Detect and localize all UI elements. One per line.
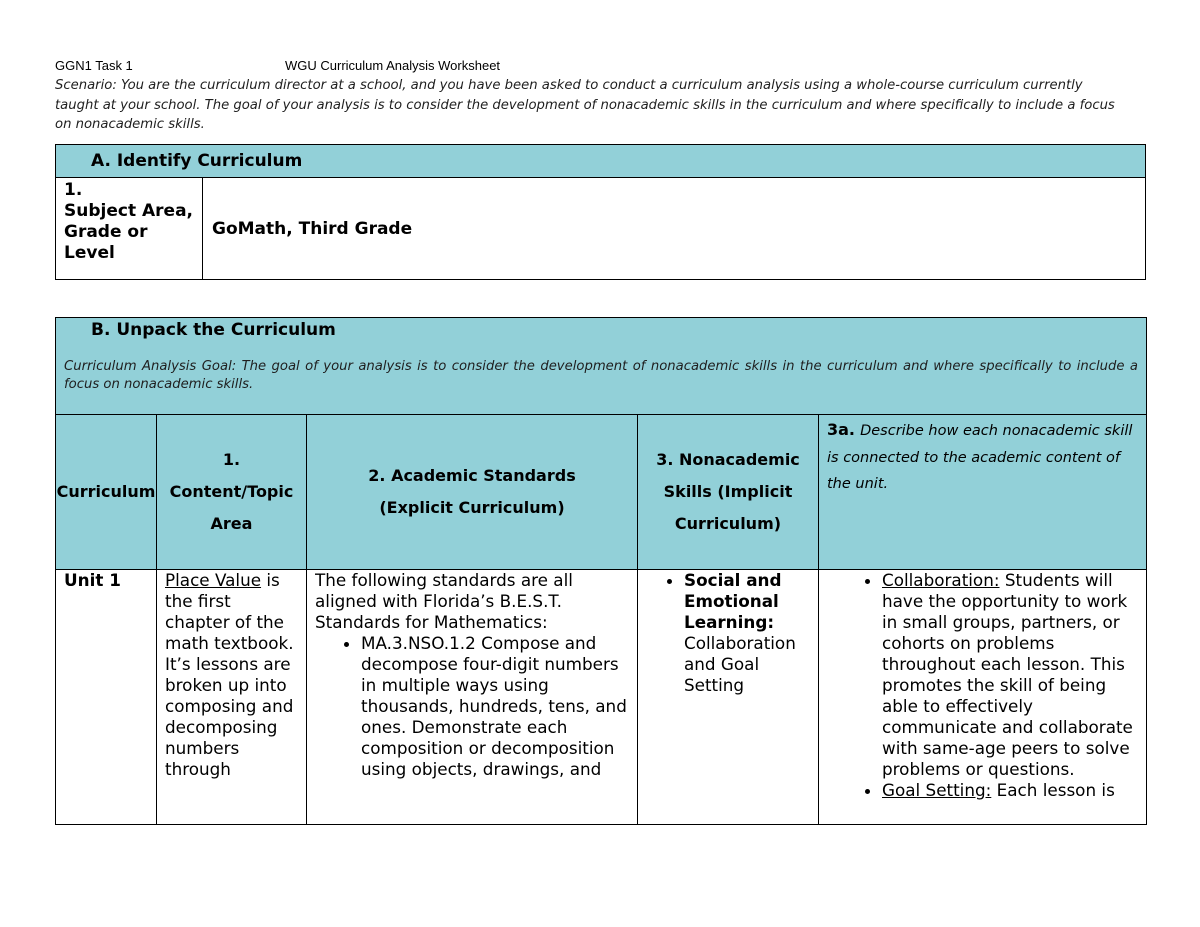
row-standards-cell bbox=[307, 570, 638, 825]
row-describe-cell bbox=[819, 570, 1147, 825]
subject-label-cell bbox=[56, 178, 203, 280]
goal-setting-label: Goal Setting: bbox=[882, 780, 992, 800]
describe-item-goal-setting bbox=[882, 780, 1138, 801]
identify-curriculum-table bbox=[55, 144, 1146, 280]
col-content-number: 1. bbox=[222, 450, 241, 469]
header-task-label: GGN1 Task 1 bbox=[55, 58, 133, 73]
col-standards bbox=[307, 415, 638, 570]
standards-item: • MA.3.NSO.1.2 Compose and decompose four-digit numbers in multiple ways using thousands, hundreds, tens, and ones. Demonstrate each composition or decomposition using objects, drawings, and bbox=[361, 633, 629, 780]
col-curriculum bbox=[56, 415, 157, 570]
col-nonacademic-label: 3. Nonacademic Skills (Implicit Curriculum) bbox=[656, 450, 800, 533]
standards-intro: The following standards are all aligned with Florida’s B.E.S.T. Standards for Mathematics: bbox=[315, 570, 573, 632]
collaboration-text: Students will have the opportunity to work in small groups, partners, or cohorts on problems throughout each lesson. This promotes the skill of being able to effectively communicate and collaborate with same-age peers to solve problems or questions. bbox=[882, 570, 1133, 779]
skills-item-text: Collaboration and Goal Setting bbox=[684, 633, 796, 695]
scenario-text: Scenario: You are the curriculum director at a school, and you have been asked to conduct a curriculum analysis using a whole-course curriculum currently taught at your school. The goal of your analysis is to consider the development of nonacademic skills in the curriculum and where specifically to include a focus on nonacademic skills. bbox=[55, 78, 1115, 132]
header-title: WGU Curriculum Analysis Worksheet bbox=[285, 58, 501, 73]
col-describe bbox=[819, 415, 1147, 570]
col-describe-number: 3a. bbox=[827, 420, 856, 439]
subject-value: GoMath, Third Grade bbox=[203, 178, 1146, 280]
col-standards-line1: 2. Academic Standards bbox=[368, 466, 576, 485]
col-content bbox=[157, 415, 307, 570]
col-curriculum-label: Curriculum bbox=[56, 482, 156, 501]
content-topic-text: is the first chapter of the math textbook. It’s lessons are broken up into composing and decomposing numbers through bbox=[165, 570, 294, 779]
subject-label-text: Subject Area, Grade or Level bbox=[64, 201, 193, 263]
goal-setting-text: Each lesson is bbox=[991, 780, 1115, 800]
skills-item-bold: Social and Emotional Learning: bbox=[684, 570, 782, 632]
section-b-title: B. Unpack the Curriculum bbox=[91, 320, 336, 340]
row-unit-label: Unit 1 bbox=[64, 570, 121, 590]
describe-item-collaboration bbox=[882, 570, 1138, 780]
section-a-title: A. Identify Curriculum bbox=[56, 145, 1146, 178]
collaboration-label: Collaboration: bbox=[882, 570, 1000, 590]
skills-item bbox=[684, 570, 810, 696]
skills-list bbox=[646, 570, 810, 696]
standards-list bbox=[315, 633, 629, 780]
col-describe-label: Describe how each nonacademic skill is connected to the academic content of the unit. bbox=[827, 423, 1133, 492]
col-content-label: Content/Topic Area bbox=[169, 482, 294, 533]
section-b-header bbox=[56, 318, 1147, 415]
row-unit-cell bbox=[56, 570, 157, 825]
col-standards-line2: (Explicit Curriculum) bbox=[379, 498, 565, 517]
subject-label-number: 1. bbox=[64, 180, 83, 200]
row-content-cell bbox=[157, 570, 307, 825]
content-topic-link: Place Value bbox=[165, 570, 262, 590]
row-skills-cell bbox=[638, 570, 819, 825]
col-nonacademic bbox=[638, 415, 819, 570]
unpack-curriculum-table bbox=[55, 317, 1147, 825]
describe-list bbox=[827, 570, 1138, 801]
section-b-goal: Curriculum Analysis Goal: The goal of your analysis is to consider the development of nonacademic skills in the curriculum and where specifically to include a focus on nonacademic skills. bbox=[64, 359, 1139, 392]
